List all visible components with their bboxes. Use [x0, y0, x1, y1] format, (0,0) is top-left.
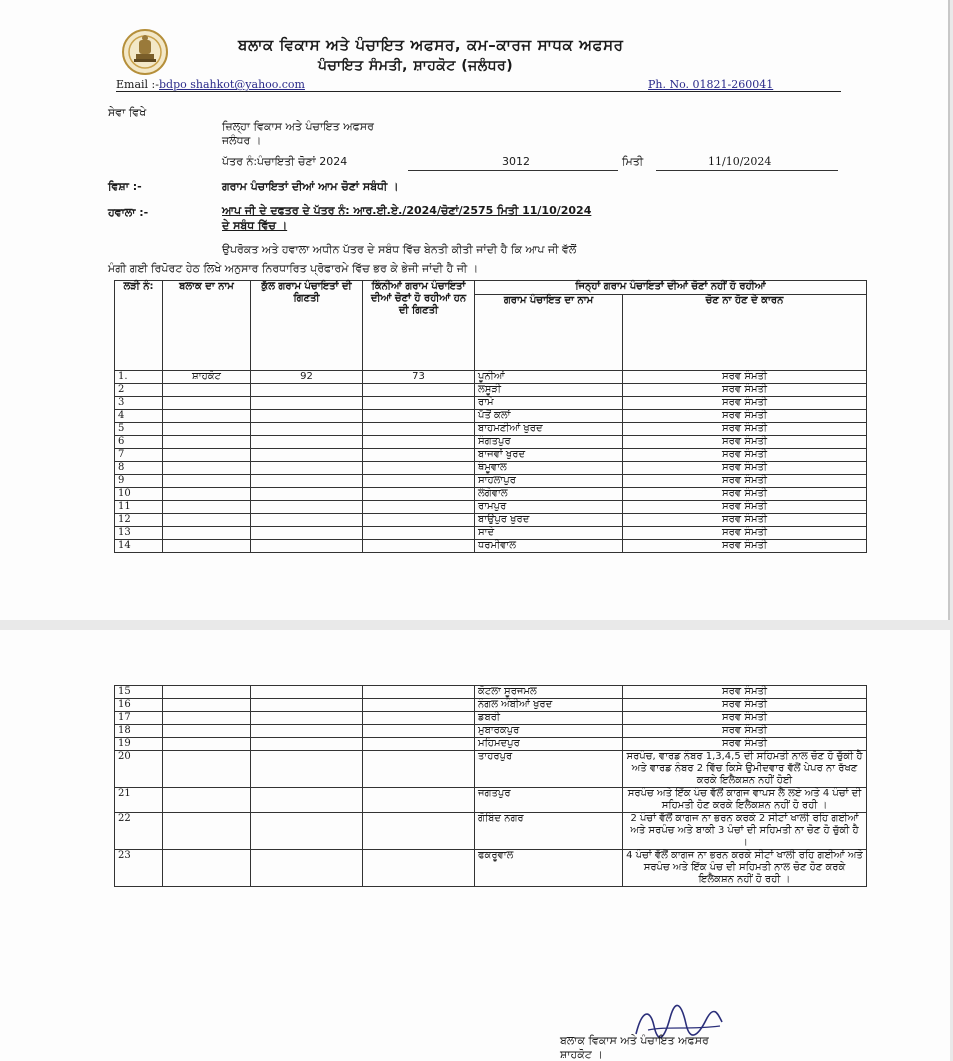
cell-reason: ਸਰਵ ਸੰਮਤੀ — [623, 501, 867, 514]
cell-gp-name: ਸੰਗਤਪੁਰ — [475, 436, 623, 449]
cell-reason: ਸਰਪੰਚ ਅਤੇ ਇੱਕ ਪੰਚ ਵੱਲੋਂ ਕਾਗਜ ਵਾਪਸ ਲੈ ਲਏ ਅਤੇ 4 ਪੰਚਾਂ ਦੀ ਸਹਿਮਤੀ ਹੋਣ ਕਰਕੇ ਇਲੈਕਸ਼ਨ ਨਹੀਂ ਹੋ ਰਹੀ । — [623, 788, 867, 813]
cell-gp-name: ਰਾਮਪੁਰ — [475, 501, 623, 514]
cell-total-gp — [251, 488, 363, 501]
cell-elections-held — [363, 788, 475, 813]
cell-gp-name: ਮੁਬਾਰਕਪੁਰ — [475, 725, 623, 738]
cell-gp-name: ਬਾਜਵਾਂ ਖੁਰਦ — [475, 449, 623, 462]
cell-block-name — [163, 699, 251, 712]
cell-elections-held — [363, 738, 475, 751]
cell-block-name — [163, 751, 251, 788]
cell-block-name — [163, 501, 251, 514]
subject-label: ਵਿਸ਼ਾ :- — [108, 180, 142, 193]
cell-serial: 11 — [115, 501, 163, 514]
table-row — [115, 514, 867, 527]
cell-gp-name: ਜਗਤਪੁਰ — [475, 788, 623, 813]
cell-block-name — [163, 397, 251, 410]
table-row — [115, 751, 867, 788]
cell-total-gp — [251, 788, 363, 813]
table-row — [115, 371, 867, 384]
cell-serial: 20 — [115, 751, 163, 788]
table-body-page-1 — [115, 371, 867, 553]
table-row — [115, 699, 867, 712]
subject-text: ਗਰਾਮ ਪੰਚਾਇਤਾਂ ਦੀਆਂ ਆਮ ਚੋਣਾਂ ਸਬੰਧੀ । — [222, 180, 399, 193]
cell-reason: ਸਰਵ ਸੰਮਤੀ — [623, 397, 867, 410]
reference-prefix: ਪੱਤਰ ਨੰ:ਪੰਚਾਇਤੀ ਚੋਣਾਂ 2024 — [222, 155, 348, 168]
cell-serial: 22 — [115, 813, 163, 850]
header-block-name: ਬਲਾਕ ਦਾ ਨਾਮ — [163, 281, 251, 371]
cell-block-name — [163, 475, 251, 488]
cell-block-name — [163, 712, 251, 725]
cell-serial: 18 — [115, 725, 163, 738]
cell-reason: ਸਰਵ ਸੰਮਤੀ — [623, 436, 867, 449]
cell-serial: 6 — [115, 436, 163, 449]
cell-total-gp — [251, 686, 363, 699]
header-divider — [116, 91, 841, 92]
table-row — [115, 686, 867, 699]
cell-gp-name: ਰਾਮੇ — [475, 397, 623, 410]
cell-reason: ਸਰਵ ਸੰਮਤੀ — [623, 449, 867, 462]
cell-gp-name: ਡਬਰੀ — [475, 712, 623, 725]
cell-gp-name: ਪੂਨੀਆਂ — [475, 371, 623, 384]
cell-total-gp — [251, 475, 363, 488]
cell-serial: 10 — [115, 488, 163, 501]
cell-elections-held — [363, 712, 475, 725]
cell-elections-held — [363, 462, 475, 475]
cell-elections-held — [363, 449, 475, 462]
cell-total-gp — [251, 501, 363, 514]
cell-reason: ਸਰਵ ਸੰਮਤੀ — [623, 371, 867, 384]
cell-block-name — [163, 813, 251, 850]
cell-serial: 9 — [115, 475, 163, 488]
cell-serial: 8 — [115, 462, 163, 475]
cell-elections-held — [363, 488, 475, 501]
table-row — [115, 725, 867, 738]
cell-gp-name: ਲਸੂੜੀ — [475, 384, 623, 397]
cell-reason: ਸਰਪੰਚ, ਵਾਰਡ ਨੰਬਰ 1,3,4,5 ਦੀ ਸਹਿਮਤੀ ਨਾਲ ਚੋਣ ਹੋ ਚੁੱਕੀ ਹੈ ਅਤੇ ਵਾਰਡ ਨੰਬਰ 2 ਵਿੱਚ ਕਿਸੇ ਉਮੀਦਵਾਰ ਵੱਲੋਂ ਪੇਪਰ ਨਾ ਰੱਖਣ ਕਰਕੇ ਇਲੈਕਸ਼ਨ ਨਹੀਂ ਹੋਈ — [623, 751, 867, 788]
cell-total-gp — [251, 751, 363, 788]
table-row — [115, 449, 867, 462]
cell-block-name — [163, 488, 251, 501]
header-not-held-group: ਜਿਨ੍ਹਾਂ ਗਰਾਮ ਪੰਚਾਇਤਾਂ ਦੀਆਂ ਚੋਣਾਂ ਨਹੀਂ ਹੋ ਰਹੀਆਂ — [475, 281, 867, 295]
cell-elections-held — [363, 514, 475, 527]
header-serial: ਲੜੀ ਨੰ: — [115, 281, 163, 371]
cell-block-name — [163, 449, 251, 462]
cell-gp-name: ਧਰਮੀਵਾਲ — [475, 540, 623, 553]
cell-block-name — [163, 725, 251, 738]
cell-gp-name: ਥੰਮੂਵਾਲ — [475, 462, 623, 475]
cell-total-gp — [251, 527, 363, 540]
letter-page-2 — [0, 630, 950, 1061]
cell-block-name — [163, 410, 251, 423]
cell-total-gp — [251, 423, 363, 436]
cell-reason: ਸਰਵ ਸੰਮਤੀ — [623, 712, 867, 725]
cell-block-name — [163, 462, 251, 475]
cell-elections-held — [363, 699, 475, 712]
cell-block-name — [163, 384, 251, 397]
cell-elections-held — [363, 410, 475, 423]
cell-block-name — [163, 788, 251, 813]
table-body-page-2 — [115, 686, 867, 887]
cell-gp-name: ਪੱਤੋਂ ਕਲਾਂ — [475, 410, 623, 423]
addressee-line-1: ਜ਼ਿਲ੍ਹਾ ਵਿਕਾਸ ਅਤੇ ਪੰਚਾਇਤ ਅਫਸਰ — [222, 120, 374, 133]
cell-gp-name: ਤਾਹਰਪੁਰ — [475, 751, 623, 788]
table-row — [115, 488, 867, 501]
cell-reason: ਸਰਵ ਸੰਮਤੀ — [623, 527, 867, 540]
header-total-gp: ਕੁੱਲ ਗਰਾਮ ਪੰਚਾਇਤਾਂ ਦੀ ਗਿਣਤੀ — [251, 281, 363, 371]
header-reason: ਚੋਣ ਨਾ ਹੋਣ ਦੇ ਕਾਰਨ — [623, 295, 867, 371]
cell-serial: 2 — [115, 384, 163, 397]
office-title: ਬਲਾਕ ਵਿਕਾਸ ਅਤੇ ਪੰਚਾਇਤ ਅਫਸਰ, ਕਮ–ਕਾਰਜ ਸਾਧਕ ਅਫਸਰ — [238, 36, 624, 54]
cell-elections-held — [363, 384, 475, 397]
cell-total-gp — [251, 540, 363, 553]
cell-gp-name: ਨੰਗਲ ਅੰਬੀਆਂ ਖੁਰਦ — [475, 699, 623, 712]
letter-date: 11/10/2024 — [708, 155, 772, 168]
table-row — [115, 462, 867, 475]
cell-reason: ਸਰਵ ਸੰਮਤੀ — [623, 686, 867, 699]
cell-total-gp — [251, 436, 363, 449]
table-row — [115, 738, 867, 751]
cell-block-name: ਸ਼ਾਹਕੋਟ — [163, 371, 251, 384]
table-row — [115, 501, 867, 514]
table-row — [115, 712, 867, 725]
office-subtitle: ਪੰਚਾਇਤ ਸੰਮਤੀ, ਸ਼ਾਹਕੋਟ (ਜਲੰਧਰ) — [318, 58, 514, 74]
signatory-place: ਸ਼ਾਹਕੋਟ । — [560, 1048, 603, 1061]
report-table-continued — [114, 685, 867, 887]
body-line-2: ਮੰਗੀ ਗਈ ਰਿਪੋਰਟ ਹੇਠ ਲਿਖੇ ਅਨੁਸਾਰ ਨਿਰਧਾਰਿਤ ਪ੍ਰੋਫਾਰਮੇ ਵਿੱਚ ਭਰ ਕੇ ਭੇਜੀ ਜਾਂਦੀ ਹੈ ਜੀ । — [108, 262, 479, 275]
cell-gp-name: ਬਾਹਮਣੀਆਂ ਖੁਰਦ — [475, 423, 623, 436]
cell-elections-held — [363, 686, 475, 699]
cell-gp-name: ਸਾਦੇ — [475, 527, 623, 540]
header-elections-held: ਕਿੰਨੀਆਂ ਗਰਾਮ ਪੰਚਾਇਤਾਂ ਦੀਆਂ ਚੋਣਾਂ ਹੋ ਰਹੀਆਂ ਹਨ ਦੀ ਗਿਣਤੀ — [363, 281, 475, 371]
cell-elections-held — [363, 436, 475, 449]
addressee-line-2: ਜਲੰਧਰ । — [222, 134, 262, 147]
ref-number-underline — [408, 170, 618, 171]
cell-block-name — [163, 514, 251, 527]
table-row — [115, 475, 867, 488]
cell-serial: 15 — [115, 686, 163, 699]
cell-serial: 21 — [115, 788, 163, 813]
table-row — [115, 540, 867, 553]
date-underline — [656, 170, 838, 171]
table-row — [115, 850, 867, 887]
cell-total-gp — [251, 699, 363, 712]
cell-reason: ਸਰਵ ਸੰਮਤੀ — [623, 462, 867, 475]
cell-total-gp — [251, 725, 363, 738]
table-row — [115, 384, 867, 397]
cell-total-gp — [251, 738, 363, 751]
cell-elections-held — [363, 850, 475, 887]
cell-block-name — [163, 686, 251, 699]
cell-elections-held — [363, 540, 475, 553]
cell-gp-name: ਕੋਟਲਾ ਸੂਰਜਮਲ — [475, 686, 623, 699]
cell-elections-held — [363, 501, 475, 514]
cell-serial: 23 — [115, 850, 163, 887]
cell-total-gp — [251, 850, 363, 887]
cell-gp-name: ਫਕਰੂਵਾਲ — [475, 850, 623, 887]
cell-reason: ਸਰਵ ਸੰਮਤੀ — [623, 540, 867, 553]
cell-serial: 4 — [115, 410, 163, 423]
cell-elections-held — [363, 813, 475, 850]
table-row — [115, 527, 867, 540]
cell-gp-name: ਲੰਗੇਵਾਲ — [475, 488, 623, 501]
cell-total-gp — [251, 462, 363, 475]
cell-elections-held — [363, 725, 475, 738]
cell-elections-held — [363, 475, 475, 488]
cell-reason: ਸਰਵ ਸੰਮਤੀ — [623, 488, 867, 501]
reference-line-1: ਆਪ ਜੀ ਦੇ ਦਫਤਰ ਦੇ ਪੱਤਰ ਨੰ: ਆਰ.ਈ.ਏ./2024/ਚੋਣਾਂ/2575 ਮਿਤੀ 11/10/2024 — [222, 204, 592, 217]
email-label: Email :- — [116, 78, 159, 91]
cell-serial: 14 — [115, 540, 163, 553]
cell-serial: 7 — [115, 449, 163, 462]
table-row — [115, 788, 867, 813]
cell-elections-held — [363, 423, 475, 436]
cell-serial: 16 — [115, 699, 163, 712]
cell-elections-held — [363, 397, 475, 410]
report-table — [114, 280, 867, 553]
to-label: ਸੇਵਾ ਵਿਖੇ — [108, 106, 147, 119]
cell-gp-name: ਗੋਬਿੰਦ ਨਗਰ — [475, 813, 623, 850]
cell-block-name — [163, 423, 251, 436]
table-row — [115, 813, 867, 850]
email-line — [116, 78, 305, 91]
cell-elections-held — [363, 751, 475, 788]
cell-total-gp — [251, 712, 363, 725]
body-line-1: ਉਪਰੋਕਤ ਅਤੇ ਹਵਾਲਾ ਅਧੀਨ ਪੱਤਰ ਦੇ ਸਬੰਧ ਵਿੱਚ ਬੇਨਤੀ ਕੀਤੀ ਜਾਂਦੀ ਹੈ ਕਿ ਆਪ ਜੀ ਵੱਲੋਂ — [222, 243, 577, 256]
cell-gp-name: ਸਾਹਲਾਪੁਰ — [475, 475, 623, 488]
reference-line-2: ਦੇ ਸਬੰਧ ਵਿੱਚ । — [222, 219, 288, 232]
cell-total-gp — [251, 384, 363, 397]
reference-number: 3012 — [502, 155, 530, 168]
cell-total-gp — [251, 410, 363, 423]
cell-serial: 17 — [115, 712, 163, 725]
cell-reason: ਸਰਵ ਸੰਮਤੀ — [623, 738, 867, 751]
cell-reason: ਸਰਵ ਸੰਮਤੀ — [623, 410, 867, 423]
signatory-designation: ਬਲਾਕ ਵਿਕਾਸ ਅਤੇ ਪੰਚਾਇਤ ਅਫਸਰ — [560, 1034, 709, 1047]
phone-number: Ph. No. 01821-260041 — [648, 78, 774, 91]
cell-total-gp — [251, 813, 363, 850]
cell-elections-held — [363, 527, 475, 540]
cell-block-name — [163, 540, 251, 553]
cell-block-name — [163, 436, 251, 449]
table-row — [115, 397, 867, 410]
cell-serial: 12 — [115, 514, 163, 527]
cell-reason: ਸਰਵ ਸੰਮਤੀ — [623, 514, 867, 527]
reference-label: ਹਵਾਲਾ :- — [108, 206, 149, 219]
cell-serial: 5 — [115, 423, 163, 436]
cell-reason: ਸਰਵ ਸੰਮਤੀ — [623, 423, 867, 436]
cell-serial: 19 — [115, 738, 163, 751]
cell-total-gp — [251, 449, 363, 462]
email-link[interactable]: bdpo shahkot@yahoo.com — [158, 78, 305, 91]
cell-serial: 1. — [115, 371, 163, 384]
cell-reason: 2 ਪੰਚਾਂ ਵੱਲੋਂ ਕਾਗਜ ਨਾ ਭਰਨ ਕਰਕੇ 2 ਸੀਟਾਂ ਖਾਲੀ ਰਹਿ ਗਈਆਂ ਅਤੇ ਸਰਪੰਚ ਅਤੇ ਬਾਕੀ 3 ਪੰਚਾਂ ਦੀ ਸਹਿਮਤੀ ਨਾ ਚੋਣ ਹੋ ਚੁੱਕੀ ਹੈ । — [623, 813, 867, 850]
state-emblem-icon — [116, 28, 174, 78]
cell-total-gp — [251, 397, 363, 410]
table-row — [115, 423, 867, 436]
cell-block-name — [163, 850, 251, 887]
cell-gp-name: ਬਾਉਪੁਰ ਖੁਰਦ — [475, 514, 623, 527]
cell-block-name — [163, 527, 251, 540]
table-row — [115, 436, 867, 449]
cell-reason: ਸਰਵ ਸੰਮਤੀ — [623, 384, 867, 397]
cell-serial: 13 — [115, 527, 163, 540]
cell-total-gp: 92 — [251, 371, 363, 384]
header-gp-name: ਗਰਾਮ ਪੰਚਾਇਤ ਦਾ ਨਾਮ — [475, 295, 623, 371]
date-label: ਮਿਤੀ — [622, 155, 644, 168]
cell-elections-held: 73 — [363, 371, 475, 384]
cell-total-gp — [251, 514, 363, 527]
cell-gp-name: ਮਹਿਮਦਪੁਰ — [475, 738, 623, 751]
cell-serial: 3 — [115, 397, 163, 410]
cell-block-name — [163, 738, 251, 751]
cell-reason: ਸਰਵ ਸੰਮਤੀ — [623, 699, 867, 712]
cell-reason: 4 ਪੰਚਾਂ ਵੱਲੋਂ ਕਾਗਜ ਨਾ ਭਰਨ ਕਰਕੇ ਸੀਟਾਂ ਖਾਲੀ ਰਹਿ ਗਈਆਂ ਅਤੇ ਸਰਪੰਚ ਅਤੇ ਇੱਕ ਪੰਚ ਦੀ ਸਹਿਮਤੀ ਨਾਲ ਚੋਣ ਹੋਣ ਕਰਕੇ ਇਲੈਕਸ਼ਨ ਨਹੀਂ ਹੋ ਰਹੀ । — [623, 850, 867, 887]
cell-reason: ਸਰਵ ਸੰਮਤੀ — [623, 725, 867, 738]
table-row — [115, 410, 867, 423]
cell-reason: ਸਰਵ ਸੰਮਤੀ — [623, 475, 867, 488]
